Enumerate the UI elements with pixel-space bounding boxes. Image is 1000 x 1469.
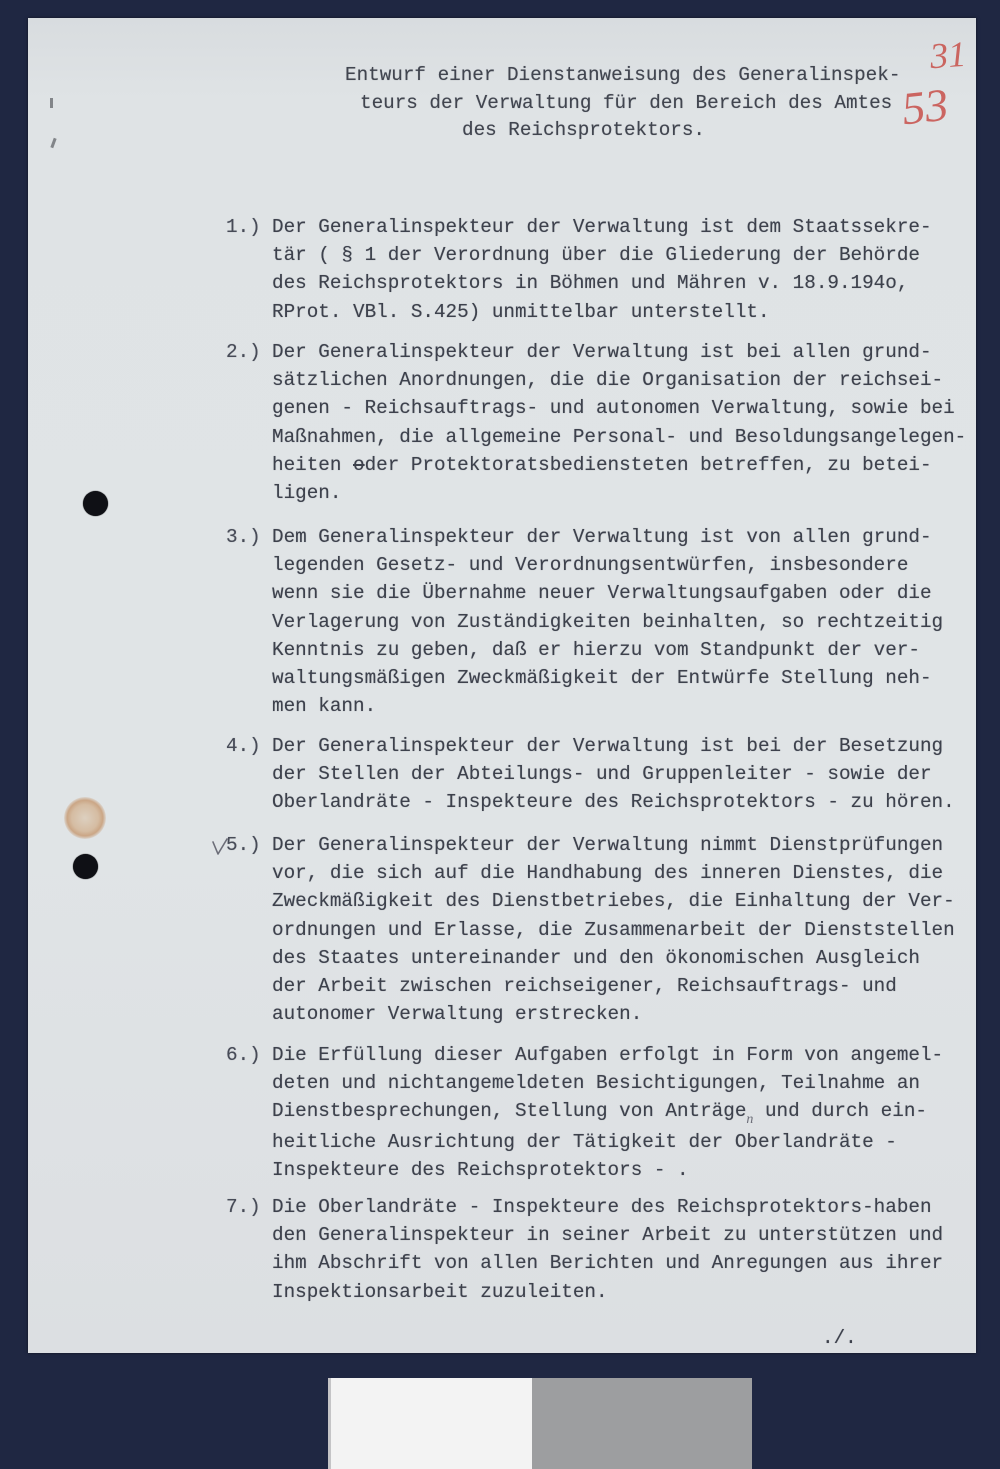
text-segment: heiten xyxy=(272,453,353,476)
text-line xyxy=(272,451,966,479)
text-line: Die Oberlandräte - Inspekteure des Reichsprotektors-haben xyxy=(272,1196,932,1218)
text-line: der Stellen der Abteilungs- und Gruppenleiter - sowie der xyxy=(272,763,932,786)
text-line: Der Generalinspekteur der Verwaltung nimmt Dienstprüfungen xyxy=(272,834,944,856)
title-line: des Reichsprotektors. xyxy=(462,119,705,141)
text-line: des Reichsprotektors in Böhmen und Mähren v. 18.9.194o, xyxy=(272,272,909,295)
paragraph-5 xyxy=(226,831,955,1028)
text-line: Zweckmäßigkeit des Dienstbetriebes, die Einhaltung der Ver- xyxy=(272,890,955,913)
paragraph-3 xyxy=(226,523,943,720)
text-line: Maßnahmen, die allgemeine Personal- und Besoldungsangelegen- xyxy=(272,425,967,448)
paragraph-2 xyxy=(226,338,966,507)
text-line: des Staates untereinander und den ökonomischen Ausgleich xyxy=(272,946,920,969)
text-line: genen - Reichsauftrags- und autonomen Verwaltung, sowie bei xyxy=(272,397,955,420)
gray-patch xyxy=(532,1378,752,1469)
title-line: Entwurf einer Dienstanweisung des Generalinspek- xyxy=(345,64,901,86)
text-line: Inspekteure des Reichsprotektors - . xyxy=(272,1158,689,1181)
paragraph-number: 3.) xyxy=(226,526,261,548)
margin-mark xyxy=(50,98,53,108)
text-line xyxy=(272,1097,943,1127)
paragraph-text xyxy=(272,523,943,720)
text-line: sätzlichen Anordnungen, die die Organisation der reichsei- xyxy=(272,369,944,392)
struck-out-letter: o xyxy=(353,453,365,476)
paragraph-number: 7.) xyxy=(226,1196,261,1218)
paragraph-number: 4.) xyxy=(226,735,261,757)
text-line: der Arbeit zwischen reichseigener, Reichsauftrags- und xyxy=(272,975,897,998)
text-line: ordnungen und Erlasse, die Zusammenarbeit der Dienststellen xyxy=(272,918,955,941)
paragraph-text xyxy=(272,732,955,817)
handwritten-insertion: n xyxy=(746,1112,754,1128)
paragraph-7 xyxy=(226,1193,943,1306)
text-line: tär ( § 1 der Verordnung über die Gliederung der Behörde xyxy=(272,244,920,267)
paragraph-4 xyxy=(226,732,955,817)
folio-number: 53 xyxy=(899,78,951,135)
rust-stain xyxy=(64,797,106,839)
margin-mark xyxy=(50,138,56,148)
text-line: Die Erfüllung dieser Aufgaben erfolgt in Form von angemel- xyxy=(272,1044,944,1066)
text-line: Dem Generalinspekteur der Verwaltung ist von allen grund- xyxy=(272,526,932,548)
paragraph-text xyxy=(272,1193,943,1306)
punch-hole xyxy=(83,491,108,516)
paragraph-text xyxy=(272,213,932,326)
paragraph-number: 1.) xyxy=(226,216,261,238)
text-line: wenn sie die Übernahme neuer Verwaltungsaufgaben oder die xyxy=(272,582,932,605)
text-line: ligen. xyxy=(272,482,342,505)
text-line: autonomer Verwaltung erstrecken. xyxy=(272,1003,643,1026)
text-line: Der Generalinspekteur der Verwaltung ist dem Staatssekre- xyxy=(272,216,932,238)
paragraph-1 xyxy=(226,213,932,326)
text-line: Der Generalinspekteur der Verwaltung ist bei der Besetzung xyxy=(272,735,944,757)
text-line: den Generalinspekteur in seiner Arbeit zu unterstützen und xyxy=(272,1224,944,1247)
text-line: Inspektionsarbeit zuzuleiten. xyxy=(272,1280,608,1303)
title-line: teurs der Verwaltung für den Bereich des Amtes xyxy=(360,92,893,114)
paragraph-number: 6.) xyxy=(226,1044,261,1066)
white-patch xyxy=(328,1378,532,1469)
text-line: RProt. VBl. S.425) unmittelbar unterstellt. xyxy=(272,300,770,323)
text-line: vor, die sich auf die Handhabung des inneren Dienstes, die xyxy=(272,862,944,885)
document-page xyxy=(28,18,976,1353)
text-line: men kann. xyxy=(272,695,377,718)
paragraph-number: 2.) xyxy=(226,341,261,363)
paragraph-text xyxy=(272,1041,943,1184)
text-line: Der Generalinspekteur der Verwaltung ist bei allen grund- xyxy=(272,341,932,363)
punch-hole xyxy=(73,854,98,879)
text-line: deten und nichtangemeldeten Besichtigungen, Teilnahme an xyxy=(272,1072,920,1095)
paragraph-text xyxy=(272,338,966,507)
text-line: Verlagerung von Zuständigkeiten beinhalten, so rechtzeitig xyxy=(272,610,944,633)
folio-number: 31 xyxy=(928,33,968,77)
text-line: waltungsmäßigen Zweckmäßigkeit der Entwürfe Stellung neh- xyxy=(272,667,932,690)
text-line: heitliche Ausrichtung der Tätigkeit der Oberlandräte - xyxy=(272,1130,897,1153)
continuation-mark: ./. xyxy=(822,1327,857,1349)
text-segment: der Protektoratsbediensteten betreffen, zu betei- xyxy=(364,453,932,476)
paragraph-text xyxy=(272,831,955,1028)
text-line: Kenntnis zu geben, daß er hierzu vom Standpunkt der ver- xyxy=(272,638,920,661)
text-segment: und durch ein- xyxy=(753,1100,927,1123)
text-segment: Dienstbesprechungen, Stellung von Anträge xyxy=(272,1100,747,1123)
paragraph-6 xyxy=(226,1041,943,1184)
text-line: ihm Abschrift von allen Berichten und Anregungen aus ihrer xyxy=(272,1252,944,1275)
text-line: Oberlandräte - Inspekteure des Reichsprotektors - zu hören. xyxy=(272,791,955,814)
text-line: legenden Gesetz- und Verordnungsentwürfen, insbesondere xyxy=(272,554,909,577)
paragraph-number: 5.) xyxy=(226,834,261,856)
